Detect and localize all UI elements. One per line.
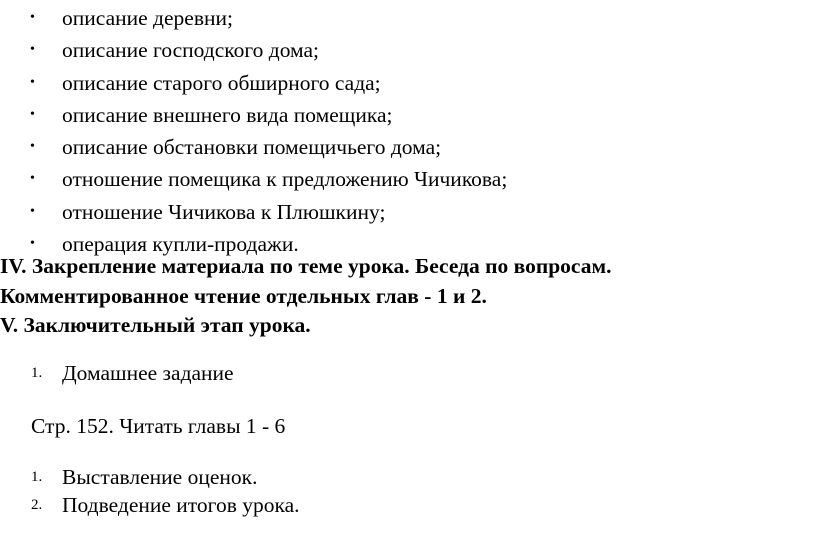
homework-label: Домашнее задание <box>62 361 234 385</box>
list-item-text: описание старого обширного сада; <box>62 70 381 95</box>
list-item-text: описание обстановки помещичьего дома; <box>62 135 442 160</box>
list-item-text: отношение Чичикова к Плюшкину; <box>62 199 386 224</box>
bullet-icon: • <box>30 74 35 90</box>
list-item <box>0 131 816 163</box>
list-item <box>0 2 816 34</box>
list-item-text: Выставление оценок. <box>62 465 258 489</box>
section-heading-iv: IV. Закрепление материала по теме урока. Беседа по вопросам. <box>0 254 612 278</box>
bullet-icon: • <box>30 236 35 252</box>
bullet-icon: • <box>30 10 35 25</box>
list-item-text: операция купли-продажи. <box>62 232 299 257</box>
list-number: 1. <box>31 469 43 485</box>
list-item <box>0 490 816 520</box>
list-item-text: Подведение итогов урока. <box>62 493 300 517</box>
list-item <box>0 163 816 195</box>
list-number: 1. <box>31 365 43 381</box>
list-item-text: отношение помещика к предложению Чичикова; <box>62 167 508 192</box>
section-heading-v: V. Заключительный этап урока. <box>0 313 311 337</box>
section-heading-commentary: Комментированное чтение отдельных глав - 1 и 2. <box>0 284 487 308</box>
list-item <box>0 99 816 131</box>
bullet-icon: • <box>30 139 35 155</box>
list-item <box>0 34 816 66</box>
list-item-text: описание господского дома; <box>62 38 320 63</box>
bullet-icon: • <box>30 42 35 58</box>
homework-detail: Стр. 152. Читать главы 1 - 6 <box>31 414 286 438</box>
list-item-text: описание внешнего вида помещика; <box>62 102 393 127</box>
bullet-icon: • <box>30 203 35 219</box>
bullet-icon: • <box>30 171 35 187</box>
bullet-list <box>0 2 816 260</box>
list-number: 2. <box>31 497 43 513</box>
list-item <box>0 462 816 492</box>
list-item-text: описание деревни; <box>62 6 233 30</box>
bullet-icon: • <box>30 106 35 122</box>
list-item <box>0 67 816 99</box>
homework-item <box>0 358 816 388</box>
list-item <box>0 196 816 228</box>
